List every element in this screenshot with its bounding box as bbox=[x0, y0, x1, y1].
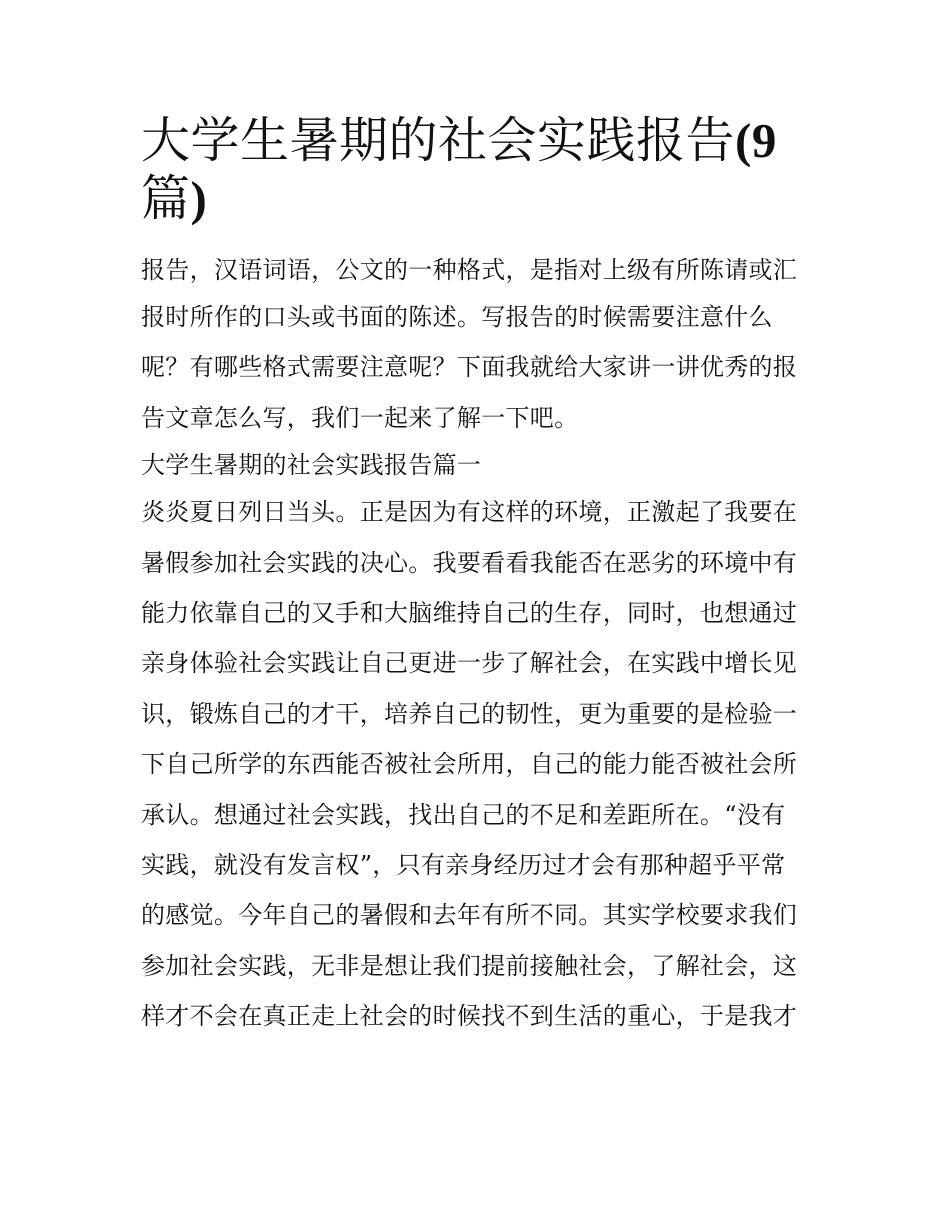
document-title-text-2: 篇 bbox=[141, 170, 191, 227]
body-line: 识，锻炼自己的才干，培养自己的韧性，更为重要的是检验一 bbox=[141, 699, 798, 728]
body-line: 能力依靠自己的又手和大脑维持自己的生存，同时，也想通过 bbox=[141, 598, 798, 627]
intro-paragraph bbox=[141, 248, 813, 443]
body-line: 下自己所学的东西能否被社会所用，自己的能力能否被社会所 bbox=[141, 750, 798, 779]
body-line: 承认。想通过社会实践，找出自己的不足和差距所在。“没有 bbox=[141, 800, 786, 829]
body-line: 炎炎夏日列日当头。正是因为有这样的环境，正激起了我要在 bbox=[141, 498, 798, 527]
intro-line: 告文章怎么写，我们一起来了解一下吧。 bbox=[141, 403, 579, 432]
body-paragraph bbox=[141, 487, 813, 1041]
document-title bbox=[141, 112, 813, 228]
intro-line: 呢？有哪些格式需要注意呢？下面我就给大家讲一讲优秀的报 bbox=[141, 353, 798, 382]
document-title-count-close: ) bbox=[190, 171, 208, 226]
body-line: 亲身体验社会实践让自己更进一步了解社会，在实践中增长见 bbox=[141, 649, 798, 678]
document-page bbox=[141, 112, 813, 1041]
document-title-line-1 bbox=[141, 112, 813, 170]
body-line: 参加社会实践，无非是想让我们提前接触社会，了解社会，这 bbox=[141, 951, 798, 980]
section-heading: 大学生暑期的社会实践报告篇一 bbox=[141, 451, 482, 480]
document-title-count-open: (9 bbox=[735, 113, 777, 168]
document-title-line-2 bbox=[141, 170, 813, 228]
intro-line: 报告，汉语词语，公文的一种格式，是指对上级有所陈请或汇 bbox=[141, 256, 798, 284]
intro-line: 报时所作的口头或书面的陈述。写报告的时候需要注意什么 bbox=[141, 303, 773, 331]
body-line: 实践，就没有发言权”，只有亲身经历过才会有那种超乎平常 bbox=[141, 850, 786, 879]
document-title-text-1: 大学生暑期的社会实践报告 bbox=[141, 112, 736, 169]
body-line: 的感觉。今年自己的暑假和去年有所不同。其实学校要求我们 bbox=[141, 901, 798, 930]
body-line: 暑假参加社会实践的决心。我要看看我能否在恶劣的环境中有 bbox=[141, 548, 798, 577]
body-line: 样才不会在真正走上社会的时候找不到生活的重心，于是我才 bbox=[141, 1002, 798, 1031]
